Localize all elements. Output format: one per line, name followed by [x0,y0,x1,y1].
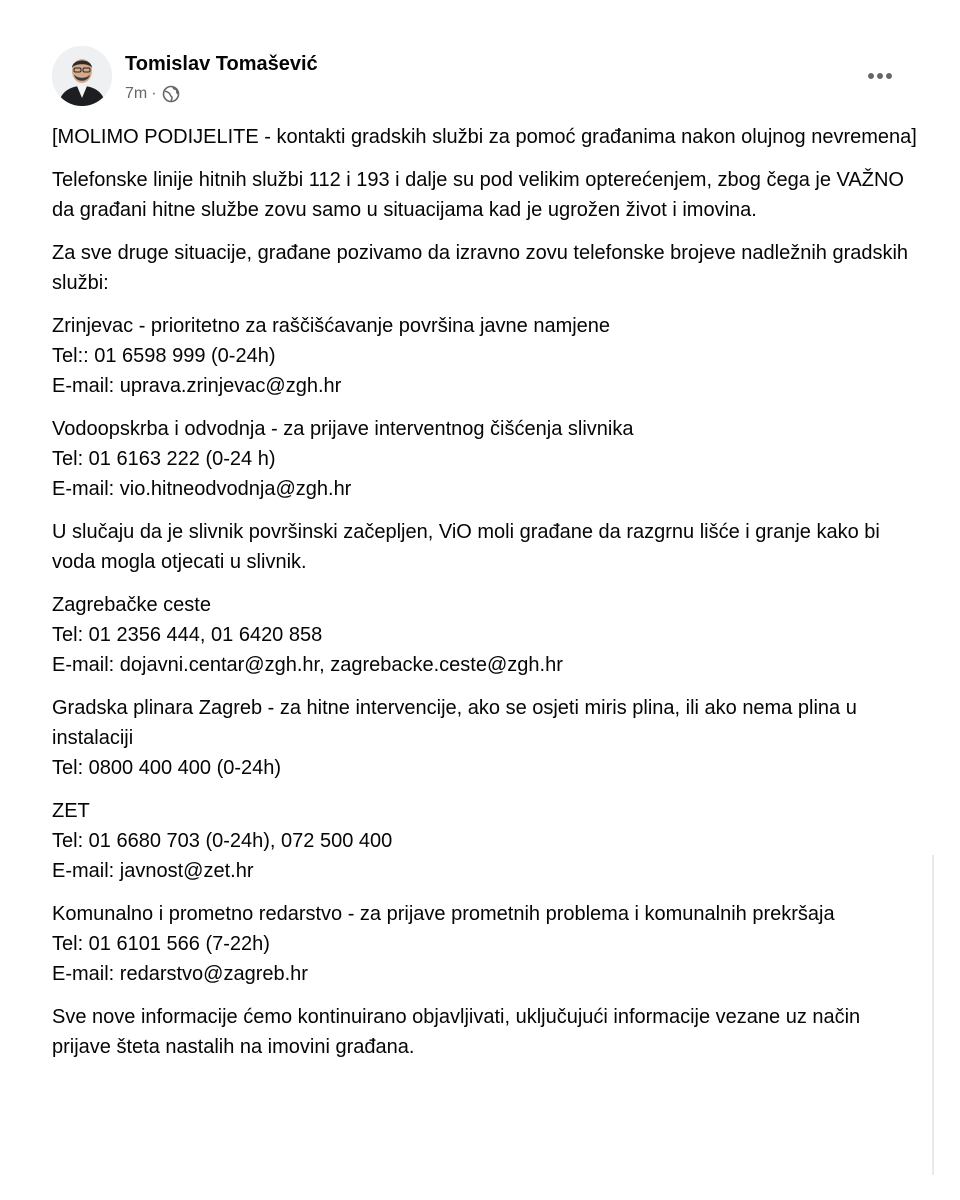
contact-block-zrinjevac [52,311,922,401]
contact-phone: Tel: 01 6163 222 (0-24 h) [52,448,276,470]
contact-phone: Tel:: 01 6598 999 (0-24h) [52,345,276,367]
post-paragraph [52,1002,922,1062]
globe-icon[interactable] [162,85,180,103]
contact-block-redarstvo [52,899,922,989]
post-text-line: U slučaju da je slivnik površinski začepljen, ViO moli građane da razgrnu lišće i granje kako bi voda mogla otjecati u slivnik. [52,521,880,573]
contact-phone: Tel: 01 2356 444, 01 6420 858 [52,624,323,646]
scrollbar-track[interactable] [932,855,934,1175]
post-text-line: Za sve druge situacije, građane pozivamo da izravno zovu telefonske brojeve nadležnih gradskih službi: [52,242,909,294]
more-options-button[interactable] [860,58,900,94]
contact-email: E-mail: vio.hitneodvodnja@zgh.hr [52,478,352,500]
author-avatar[interactable] [52,46,112,106]
contact-phone: Tel: 01 6101 566 (7-22h) [52,933,270,955]
contact-email: E-mail: redarstvo@zagreb.hr [52,963,308,985]
contact-block-zagrebacke-ceste [52,590,922,680]
profile-photo [52,46,112,106]
contact-service: Vodoopskrba i odvodnja - za prijave interventnog čišćenja slivnika [52,418,634,440]
contact-email: E-mail: javnost@zet.hr [52,860,254,882]
post-text-line: [MOLIMO PODIJELITE - kontakti gradskih službi za pomoć građanima nakon olujnog nevremena] [52,126,917,148]
post-text-line: Telefonske linije hitnih službi 112 i 193 i dalje su pod velikim opterećenjem, zbog čega je VAŽNO da građani hitne službe zovu samo u situacijama kad je ugrožen život i imovina. [52,169,904,221]
post-meta [125,84,180,104]
contact-service: Gradska plinara Zagreb - za hitne intervencije, ako se osjeti miris plina, ili ako nema plina u instalaciji [52,697,857,749]
contact-phone: Tel: 0800 400 400 (0-24h) [52,757,282,779]
contact-service: Zrinjevac - prioritetno za raščišćavanje površina javne namjene [52,315,611,337]
post-text-line: Sve nove informacije ćemo kontinuirano objavljivati, uključujući informacije vezane uz način prijave šteta nastalih na imovini građana. [52,1006,861,1058]
meta-separator: · [151,85,157,102]
contact-phone: Tel: 01 6680 703 (0-24h), 072 500 400 [52,830,393,852]
post-paragraph [52,238,922,298]
post-body [52,122,922,1075]
contact-block-vio [52,414,922,504]
contact-service: Zagrebačke ceste [52,594,211,616]
contact-service: ZET [52,800,90,822]
post-paragraph [52,165,922,225]
post-paragraph [52,122,922,152]
author-name[interactable]: Tomislav Tomašević [125,53,318,75]
post-header [52,46,912,112]
contact-email: E-mail: uprava.zrinjevac@zgh.hr [52,375,342,397]
contact-block-zet [52,796,922,886]
contact-email: E-mail: dojavni.centar@zgh.hr, zagrebacke.ceste@zgh.hr [52,654,563,676]
post-paragraph [52,517,922,577]
post-time[interactable]: 7m [125,85,148,102]
more-horizontal-icon [867,72,893,80]
contact-service: Komunalno i prometno redarstvo - za prijave prometnih problema i komunalnih prekršaja [52,903,835,925]
contact-block-plinara [52,693,922,783]
